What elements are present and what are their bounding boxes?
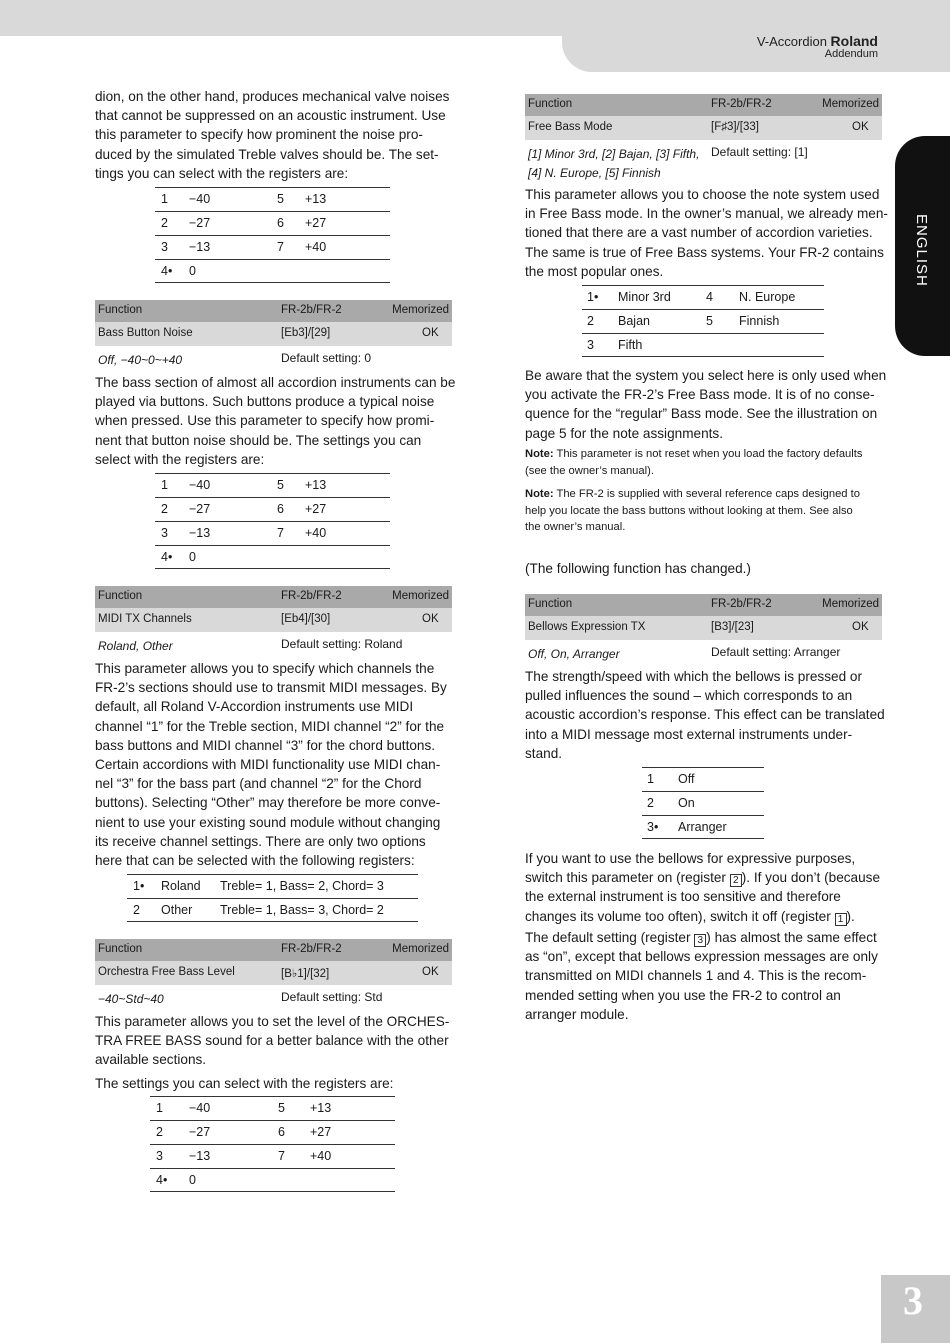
table-row: 2 −27 6 +27 [150, 1120, 395, 1144]
register-3-icon: 3 [694, 934, 706, 947]
table-row: 3 Fifth [582, 333, 824, 357]
changed-function-note: (The following function has changed.) [525, 561, 751, 576]
bass-noise-paragraph: The bass section of almost all accordion instruments can be played via buttons. Such buttons produce a typical noise when pressed. Use this parameter to specify how promi- nent that button noise should be. The settings you can select with the registers are: [95, 375, 456, 467]
aware-paragraph: Be aware that the system you select here is only used when you activate the FR-2’s Free Bass mode. It is of no conse- quence for the “regular” Bass mode. See the illustration on page 5 for the note assignments. [525, 368, 887, 441]
table-row: 2 −27 6 +27 [155, 497, 390, 521]
table-row: 3 −13 7 +40 [150, 1144, 395, 1168]
table-row: 1 −40 5 +13 [155, 187, 390, 211]
table-row: 4• 0 [155, 259, 390, 283]
table-row: 1• Minor 3rd 4 N. Europe [582, 285, 824, 309]
table-row: 1 Off [642, 767, 764, 791]
note-factory-defaults: Note: This parameter is not reset when you load the factory defaults (see the owner’s manual). [525, 448, 863, 477]
table-row: 2 −27 6 +27 [155, 211, 390, 235]
expression-paragraph: If you want to use the bellows for expressive purposes, switch this parameter on (register 2 ). If you don’t (because the external instrument is too sensitive and therefore changes its volume too often), switch it off (register 1 ). [525, 851, 881, 925]
table-row: 2 On [642, 791, 764, 815]
bellows-paragraph: The strength/speed with which the bellows is pressed or pulled influences the sound – which corresponds to an acoustic accordion’s response. This effect can be translated into a MIDI message most external instruments under- stand. [525, 669, 885, 761]
table-row: 1 −40 5 +13 [150, 1096, 395, 1120]
table-row: 2 Other Treble= 1, Bass= 3, Chord= 2 [127, 898, 418, 922]
table-row: 2 Bajan 5 Finnish [582, 309, 824, 333]
table-row: 4• 0 [155, 545, 390, 569]
orchestra-paragraph: This parameter allows you to set the level of the ORCHES- TRA FREE BASS sound for a better balance with the other available sections. The settings you can select with the registers are: [95, 1014, 450, 1091]
free-bass-paragraph: This parameter allows you to choose the note system used in Free Bass mode. In the owner’s manual, we already men- tioned that there are a vast number of accordion varieties. The same is true of Free Bass systems. Your FR-2 contains the most popular ones. [525, 187, 888, 279]
table-row: 3 −13 7 +40 [155, 521, 390, 545]
note-reference-caps: Note: The FR-2 is supplied with several reference caps designed to help you locate the bass buttons without looking at them. See also the owner’s manual. [525, 488, 860, 533]
table-row: 1• Roland Treble= 1, Bass= 2, Chord= 3 [127, 874, 418, 898]
intro-paragraph: dion, on the other hand, produces mechanical valve noises that cannot be suppressed on an acoustic instrument. Use this parameter to specify how prominent the noise pro- duced by the simulated Treble valves should be. The set- tings you can select with the registers are: [95, 89, 450, 181]
table-row: 4• 0 [150, 1168, 395, 1192]
header-title: V-Accordion Roland [756, 33, 878, 49]
register-1-icon: 1 [835, 913, 847, 926]
table-row: 3• Arranger [642, 815, 764, 839]
language-tab: ENGLISH [895, 136, 950, 356]
page-number: 3 [881, 1275, 950, 1343]
midi-tx-paragraph: This parameter allows you to specify which channels the FR-2’s sections should use to transmit MIDI messages. By default, all Roland V-Accordion instruments use MIDI channel “1” for the Treble section, MIDI channel “2” for the bass buttons and MIDI channel “3” for the chord buttons. Certain accordions with MIDI functionality use MIDI chan- nel “3” for the bass part (and channel “2” for the Chord buttons). Selecting “Other” may therefore be more conve- nient to use your existing sound module without changing its receive channel settings. There are only two options here that can be selected with the following registers: [95, 661, 447, 869]
table-row: 3 −13 7 +40 [155, 235, 390, 259]
default-setting-paragraph: The default setting (register 3 ) has almost the same effect as “on”, except that bellows expression messages are only transmitted on MIDI channels 1 and 4. This is the recom- mended setting when you use the FR-2 to control an arranger module. [525, 930, 878, 1022]
header-subtitle: Addendum [824, 48, 878, 60]
table-row: 1 −40 5 +13 [155, 473, 390, 497]
register-2-icon: 2 [730, 874, 742, 887]
